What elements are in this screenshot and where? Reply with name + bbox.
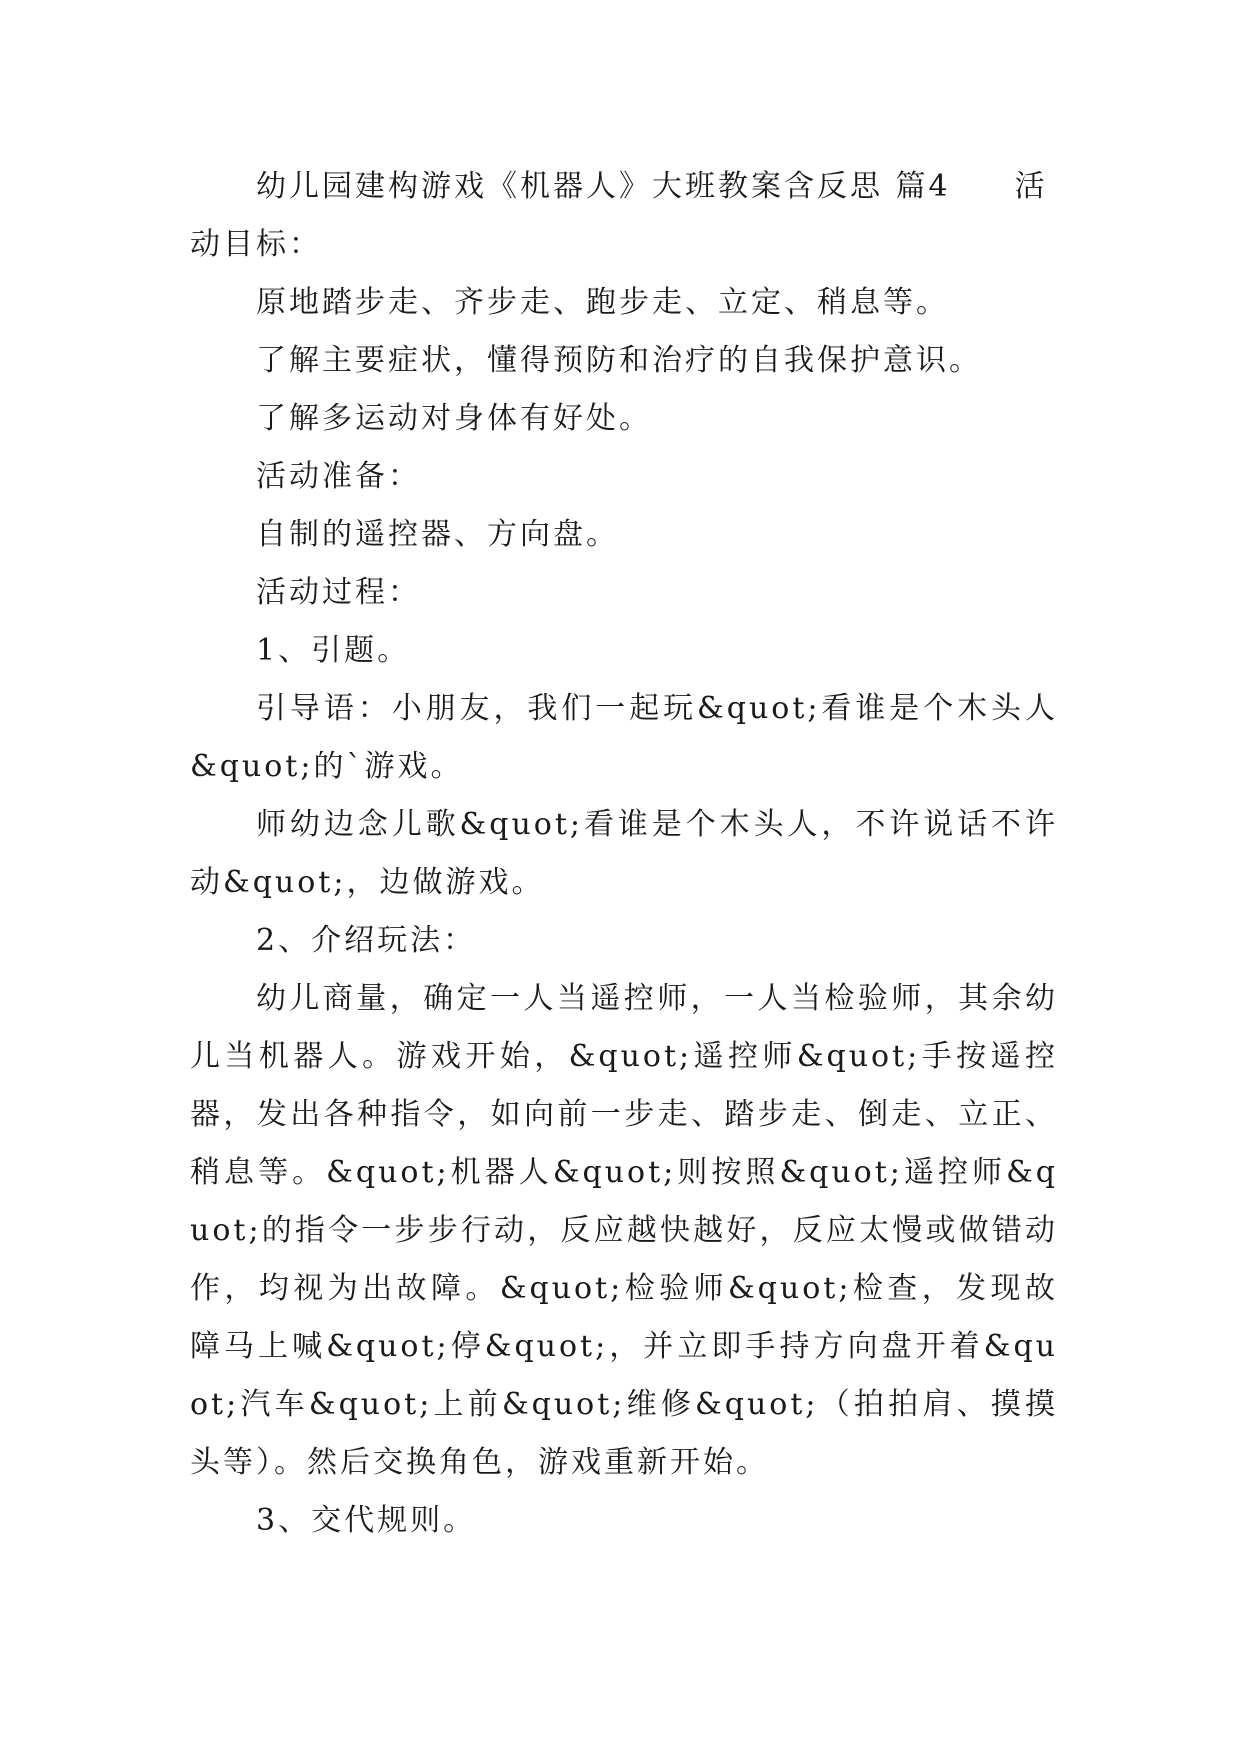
paragraph-2: 了解主要症状，懂得预防和治疗的自我保护意识。: [256, 343, 982, 378]
section-heading-objectives: 活动目标：: [190, 169, 1048, 262]
step-1-heading: 1、引题。: [256, 633, 411, 668]
paragraph-5: 自制的遥控器、方向盘。: [256, 517, 619, 552]
step-2-heading: 2、介绍玩法：: [256, 923, 477, 958]
step-3-heading: 3、交代规则。: [256, 1503, 477, 1538]
section-heading-preparation: 活动准备：: [256, 459, 421, 494]
document-title-line: [190, 158, 1058, 274]
paragraph-1: 原地踏步走、齐步走、跑步走、立定、稍息等。: [256, 285, 949, 320]
section-heading-process: 活动过程：: [256, 575, 421, 610]
paragraph-3: 了解多运动对身体有好处。: [256, 401, 652, 436]
paragraph-9: 师幼边念儿歌&quot;看谁是个木头人，不许说话不许动&quot;，边做游戏。: [190, 807, 1058, 900]
document-title: 幼儿园建构游戏《机器人》大班教案含反思 篇4: [256, 169, 951, 204]
paragraph-8: 引导语：小朋友，我们一起玩&quot;看谁是个木头人&quot;的`游戏。: [190, 691, 1058, 784]
document-body: [190, 158, 1058, 1550]
paragraph-11: 幼儿商量，确定一人当遥控师，一人当检验师，其余幼儿当机器人。游戏开始，&quot;遥控师&quot;手按遥控器，发出各种指令，如向前一步走、踏步走、倒走、立正、稍息等。&quot;机器人&quot;则按照&quot;遥控师&quot;的指令一步步行动，反应越快越好，反应太慢或做错动作，均视为出故障。&quot;检验师&quot;检查，发现故障马上喊&quot;停&quot;，并立即手持方向盘开着&quot;汽车&quot;上前&quot;维修&quot;（拍拍肩、摸摸头等）。然后交换角色，游戏重新开始。: [190, 981, 1058, 1480]
